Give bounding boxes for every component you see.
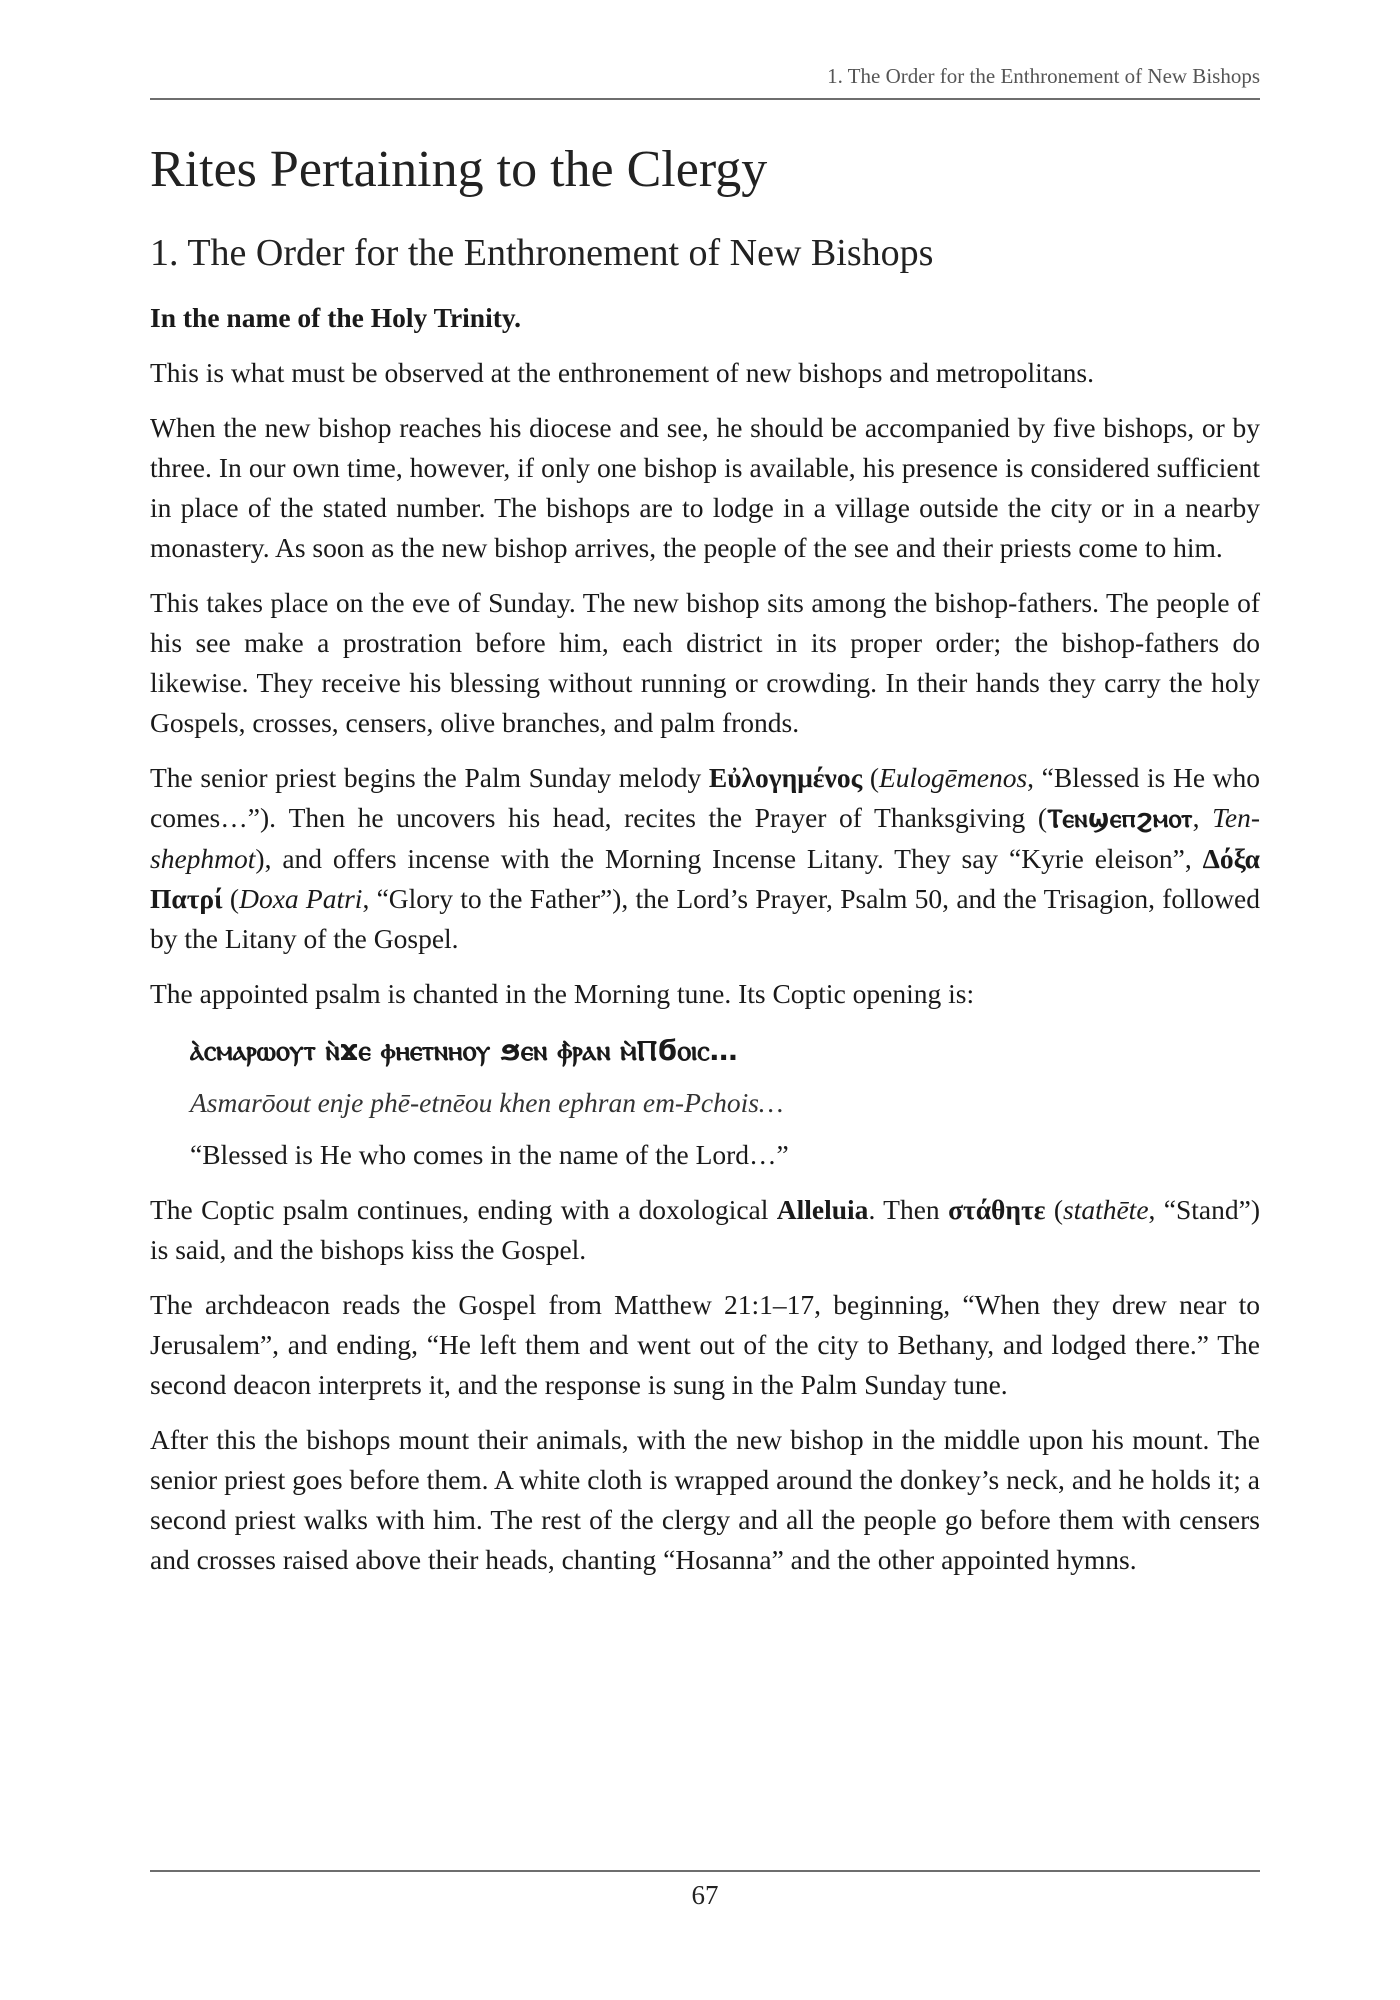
page-body bbox=[150, 140, 1260, 1595]
paragraph-1: This is what must be observed at the enthronement of new bishops and metropolitans. bbox=[150, 357, 1094, 388]
p4-text-5: ), and offers incense with the Morning Incense Litany. They say “Kyrie eleison”, bbox=[255, 843, 1203, 874]
paragraph-8: After this the bishops mount their animals, with the new bishop in the middle upon his mount. The senior priest goes before them. A white cloth is wrapped around the donkey’s neck, and he holds it; a second priest walks with him. The rest of the clergy and all the people go before them with censers and crosses raised above their heads, chanting “Hosanna” and the other appointed hymns. bbox=[150, 1424, 1260, 1575]
running-head: 1. The Order for the Enthronement of New Bishops bbox=[827, 64, 1260, 88]
greek-term-stathete: στάθητε bbox=[948, 1194, 1046, 1225]
paragraph-5: The appointed psalm is chanted in the Morning tune. Its Coptic opening is: bbox=[150, 978, 975, 1009]
p4-text-2: ( bbox=[862, 762, 879, 793]
greek-term-eulogemenos: Εὐλογημένος bbox=[708, 762, 863, 793]
p6-text-2: . Then bbox=[868, 1194, 949, 1225]
p4-text-7: , “Glory to the Father”), the Lord’s Prayer, Psalm 50, and the Trisagion, followed by the Litany of the Gospel. bbox=[150, 883, 1260, 954]
p4-text-3: , “Blessed is He who comes…”). Then he uncovers his head, recites the Prayer of Thanksgiving ( bbox=[150, 762, 1260, 833]
transliteration-tenshephmot: Ten-shephmot bbox=[150, 802, 1260, 874]
p4-text-1: The senior priest begins the Palm Sunday melody bbox=[150, 762, 709, 793]
alleluia-term: Alleluia bbox=[776, 1194, 869, 1225]
paragraph-6 bbox=[150, 1190, 1260, 1270]
footer-rule bbox=[150, 1870, 1260, 1872]
coptic-quotation bbox=[190, 1029, 1260, 1175]
coptic-term-tenshephmot: Ⲧⲉⲛϣⲉⲡϩⲙⲟⲧ bbox=[1047, 804, 1193, 834]
paragraph-2: When the new bishop reaches his diocese and see, he should be accompanied by five bishops, or by three. In our own time, however, if only one bishop is available, his presence is considered sufficient in place of the stated number. The bishops are to lodge in a village outside the city or in a nearby monastery. As soon as the new bishop arrives, the people of the see and their priests come to him. bbox=[150, 412, 1260, 563]
part-title: Rites Pertaining to the Clergy bbox=[150, 141, 768, 198]
paragraph-4 bbox=[150, 758, 1260, 959]
p4-text-4: , bbox=[1192, 802, 1213, 833]
p4-text-6: ( bbox=[222, 883, 240, 914]
paragraph-3: This takes place on the eve of Sunday. The new bishop sits among the bishop-fathers. The people of his see make a prostration before him, each district in its proper order; the bishop-fathers do likewise. They receive his blessing without running or crowding. In their hands they carry the holy Gospels, crosses, censers, olive branches, and palm fronds. bbox=[150, 587, 1260, 738]
greek-term-doxa-patri: Δόξα Πατρί bbox=[150, 843, 1260, 914]
transliteration-stathete: stathēte bbox=[1062, 1194, 1149, 1225]
coptic-opening-line: ⲁ̀ⲥⲙⲁⲣⲱⲟⲩⲧ ⲛ̀ϫⲉ ⲫⲏⲉⲧⲛⲏⲟⲩ ϧⲉⲛ ⲫ̀ⲣⲁⲛ ⲙ̀Ⲡϭⲟⲓⲥ… bbox=[190, 1034, 738, 1067]
invocation: In the name of the Holy Trinity. bbox=[150, 302, 522, 333]
p6-text-1: The Coptic psalm continues, ending with a doxological bbox=[150, 1194, 777, 1225]
page-number: 67 bbox=[691, 1880, 719, 1910]
p6-text-3: ( bbox=[1045, 1194, 1063, 1225]
coptic-translation-line: “Blessed is He who comes in the name of the Lord…” bbox=[190, 1139, 789, 1170]
transliteration-eulogemenos: Eulogēmenos bbox=[878, 762, 1028, 793]
coptic-transliteration-line: Asmarōout enje phē-etnēou khen ephran em-Pchois… bbox=[190, 1087, 784, 1118]
paragraph-7: The archdeacon reads the Gospel from Matthew 21:1–17, beginning, “When they drew near to Jerusalem”, and ending, “He left them and went out of the city to Bethany, and lodged there.” The second deacon interprets it, and the response is sung in the Palm Sunday tune. bbox=[150, 1289, 1260, 1400]
transliteration-doxa-patri: Doxa Patri bbox=[239, 883, 363, 914]
p6-text-4: , “Stand”) is said, and the bishops kiss the Gospel. bbox=[150, 1194, 1260, 1265]
section-title: 1. The Order for the Enthronement of New Bishops bbox=[150, 232, 934, 274]
header-rule bbox=[150, 98, 1260, 100]
